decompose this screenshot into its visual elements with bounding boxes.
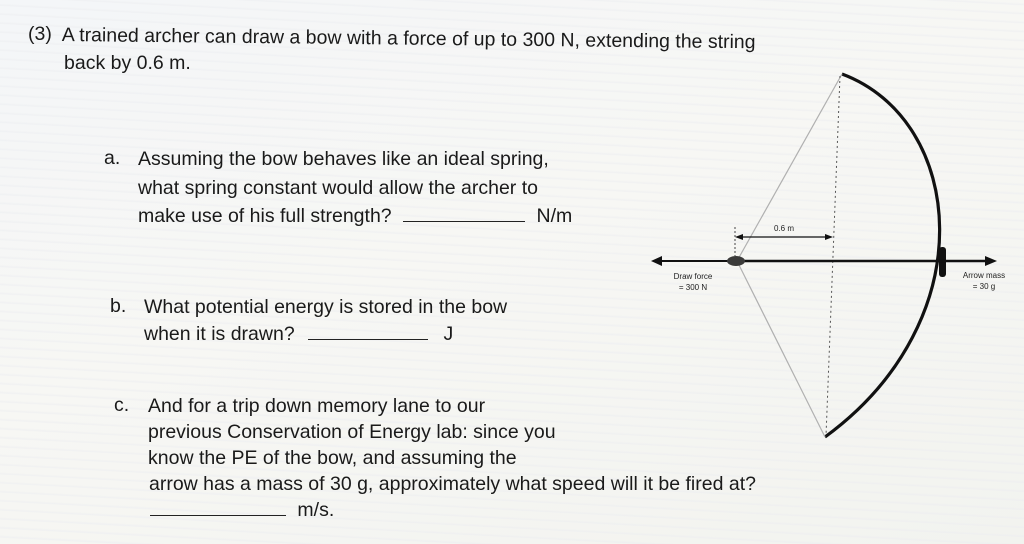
part-a-line-2: what spring constant would allow the archer to xyxy=(138,177,538,199)
part-c-line-4: arrow has a mass of 30 g, approximately what speed will it be fired at? xyxy=(149,473,756,495)
rest-string-dashed xyxy=(826,76,840,436)
problem-intro-line-1: A trained archer can draw a bow with a force of up to 300 N, extending the string xyxy=(61,23,756,54)
problem-number: (3) xyxy=(28,23,52,45)
arrow-head xyxy=(985,256,997,266)
part-c-unit: m/s. xyxy=(297,499,335,521)
draw-force-label-1: Draw force xyxy=(673,272,713,281)
part-a-letter: a. xyxy=(104,147,121,169)
part-c-line-1: And for a trip down memory lane to our xyxy=(148,395,486,417)
arrow-mass-label-1: Arrow mass xyxy=(962,271,1006,280)
problem-intro-line-2: back by 0.6 m. xyxy=(64,52,191,74)
extension-label: 0.6 m xyxy=(773,224,795,233)
part-a-question: make use of his full strength? xyxy=(138,205,392,227)
part-c-letter: c. xyxy=(114,394,130,416)
draw-force-arrowhead xyxy=(651,256,662,266)
arrow-mass-label-2: = 30 g xyxy=(972,282,996,291)
part-b-letter: b. xyxy=(110,295,127,317)
part-a-unit: N/m xyxy=(536,205,573,227)
part-b-line-1: What potential energy is stored in the bow xyxy=(144,296,508,318)
draw-force-label-2: = 300 N xyxy=(678,283,708,292)
bow-limb xyxy=(825,74,940,437)
part-b-unit: J xyxy=(443,323,454,345)
drawn-string-lower xyxy=(737,261,825,437)
extension-arrowhead-right xyxy=(825,234,833,240)
extension-arrowhead-left xyxy=(735,234,743,240)
part-b-question: when it is drawn? xyxy=(144,323,295,345)
part-c-line-2: previous Conservation of Energy lab: since you xyxy=(148,421,556,443)
part-c-line-3: know the PE of the bow, and assuming the xyxy=(148,447,517,469)
arrow-nock xyxy=(727,256,745,266)
part-a-line-1: Assuming the bow behaves like an ideal spring, xyxy=(138,148,549,170)
